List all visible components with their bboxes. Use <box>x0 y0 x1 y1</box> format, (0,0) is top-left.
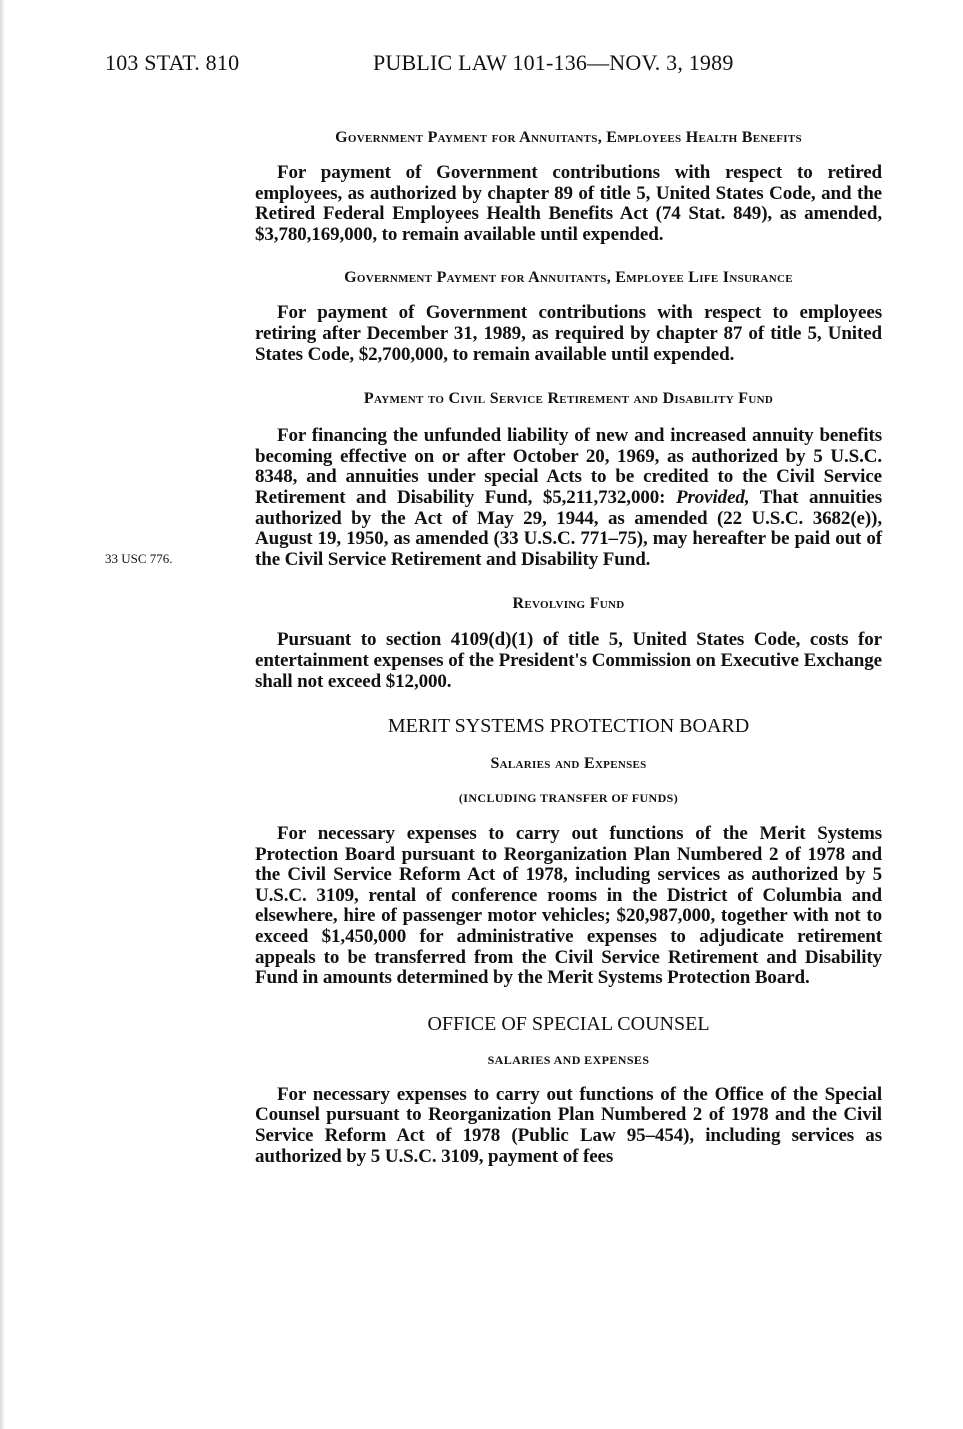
civil-service-text-before: For financing the unfunded liability of new and increased annuity benefits becoming effective on or after October 20, 1969, as authorized by 5 U.S.C. 8348, and annuities under special Acts to be credited to the Civil Service Retirement and Disability Fund, $5,211,732,000: <box>255 425 882 508</box>
stat-reference: 103 STAT. 810 <box>105 50 240 75</box>
page-body <box>255 128 882 1167</box>
heading-annuitants-health: Government Payment for Annuitants, Employees Health Benefits <box>335 129 802 146</box>
page-edge <box>0 0 5 1429</box>
paragraph-mspb: For necessary expenses to carry out functions of the Merit Systems Protection Board pursuant to Reorganization Plan Numbered 2 of 1978 and the Civil Service Reform Act of 1978, including services as authorized by 5 U.S.C. 3109, rental of conference rooms in the District of Columbia and elsewhere, hire of passenger motor vehicles; $20,987,000, together with not to exceed $1,450,000 for administrative expenses to adjudicate retirement appeals to be transferred from the Civil Service Retirement and Disability Fund in amounts determined by the Merit Systems Protection Board. <box>255 823 882 989</box>
paragraph-osc: For necessary expenses to carry out functions of the Office of the Special Counsel pursuant to Reorganization Plan Numbered 2 of 1978 and the Civil Service Reform Act of 1978 (Public Law 95–454), including services as authorized by 5 U.S.C. 3109, payment of fees <box>255 1083 882 1167</box>
heading-revolving-fund: Revolving Fund <box>512 595 625 613</box>
civil-service-text-after: That annuities authorized by the Act of May 29, 1944, as amended (22 U.S.C. 3682(e)), August 19, 1950, as amended (33 U.S.C. 771–75), may hereafter be paid out of the Civil Service Retirement and Disability Fund. <box>255 486 882 570</box>
paragraph-civil-service-fund <box>255 426 882 570</box>
heading-civil-service-fund: Payment to Civil Service Retirement and Disability Fund <box>363 390 774 408</box>
margin-citation: 33 USC 776. <box>105 551 173 566</box>
agency-heading-osc: OFFICE OF SPECIAL COUNSEL <box>427 1012 710 1035</box>
subheading-transfer-of-funds: (INCLUDING TRANSFER OF FUNDS) <box>458 791 679 806</box>
proviso-term: Provided, <box>675 486 750 508</box>
paragraph-annuitants-health: For payment of Government contributions with respect to retired employees, as authorized by chapter 89 of title 5, United States Code, and the Retired Federal Employees Health Benefits Act (74 Stat. 849), as amended, $3,780,169,000, to remain available until expended. <box>255 162 882 245</box>
paragraph-annuitants-life: For payment of Government contributions with respect to employees retiring after December 31, 1989, as required by chapter 87 of title 5, United States Code, $2,700,000, to remain available until expended. <box>255 302 882 365</box>
law-reference: PUBLIC LAW 101-136—NOV. 3, 1989 <box>373 50 734 75</box>
paragraph-revolving-fund: Pursuant to section 4109(d)(1) of title 5, United States Code, costs for entertainment expenses of the President's Commission on Executive Exchange shall not exceed $12,000. <box>255 629 882 692</box>
heading-osc-salaries: SALARIES AND EXPENSES <box>487 1052 650 1067</box>
heading-mspb-salaries: Salaries and Expenses <box>490 755 647 773</box>
agency-heading-mspb: MERIT SYSTEMS PROTECTION BOARD <box>387 715 750 738</box>
heading-annuitants-life: Government Payment for Annuitants, Employee Life Insurance <box>344 269 793 287</box>
